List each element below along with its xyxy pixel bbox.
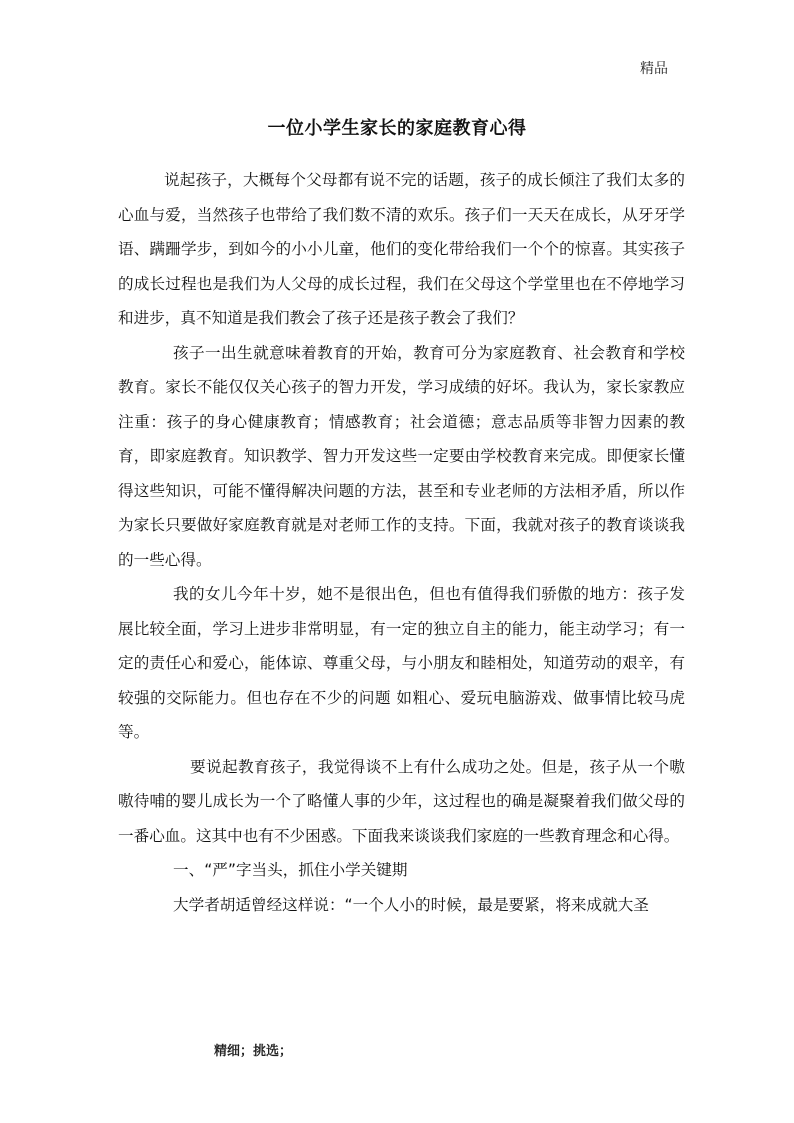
page-title: 一位小学生家长的家庭教育心得 (267, 118, 527, 139)
section-heading: 一、“严”字当头，抓住小学关键期 (173, 861, 408, 879)
document-body (118, 163, 685, 922)
paragraph: 大学者胡适曾经这样说：“一个人小的时候，最是要紧，将来成就大圣 (173, 895, 649, 914)
paragraph: 我的女儿今年十岁，她不是很出色，但也有值得我们骄傲的地方：孩子发展比较全面，学习上进步非常明显，有一定的独立自主的能力，能主动学习；有一定的责任心和爱心，能体谅、尊重父母，与小朋友和睦相处，知道劳动的艰辛，有较强的交际能力。但也存在不少的问题 如粗心、爱玩电脑游戏、做事情比较马虎等。 (118, 585, 685, 741)
paragraph: 说起孩子，大概每个父母都有说不完的话题，孩子的成长倾注了我们太多的心血与爱，当然孩子也带给了我们数不清的欢乐。孩子们一天天在成长，从牙牙学语、蹒跚学步，到如今的小小儿童，他们的变化带给我们一个个的惊喜。其实孩子的成长过程也是我们为人父母的成长过程，我们在父母这个学堂里也在不停地学习和进步，真不知道是我们教会了孩子还是孩子教会了我们？ (118, 171, 685, 327)
footer-mark: 精细；挑选； (214, 1044, 293, 1059)
paragraph: 孩子一出生就意味着教育的开始，教育可分为家庭教育、社会教育和学校教育。家长不能仅仅关心孩子的智力开发，学习成绩的好坏。我认为，家长家教应注重：孩子的身心健康教育；情感教育；社会道德；意志品质等非智力因素的教育，即家庭教育。知识教学、智力开发这些一定要由学校教育来完成。即便家长懂得这些知识，可能不懂得解决问题的方法，甚至和专业老师的方法相矛盾，所以作为家长只要做好家庭教育就是对老师工作的支持。下面，我就对孩子的教育谈谈我的一些心得。 (118, 343, 685, 569)
header-mark: 精品 (640, 61, 668, 77)
paragraph: 要说起教育孩子，我觉得谈不上有什么成功之处。但是，孩子从一个嗷嗷待哺的婴儿成长为一个了略懂人事的少年，这过程也的确是凝聚着我们做父母的一番心血。这其中也有不少困惑。下面我来谈谈我们家庭的一些教育理念和心得。 (118, 757, 685, 845)
